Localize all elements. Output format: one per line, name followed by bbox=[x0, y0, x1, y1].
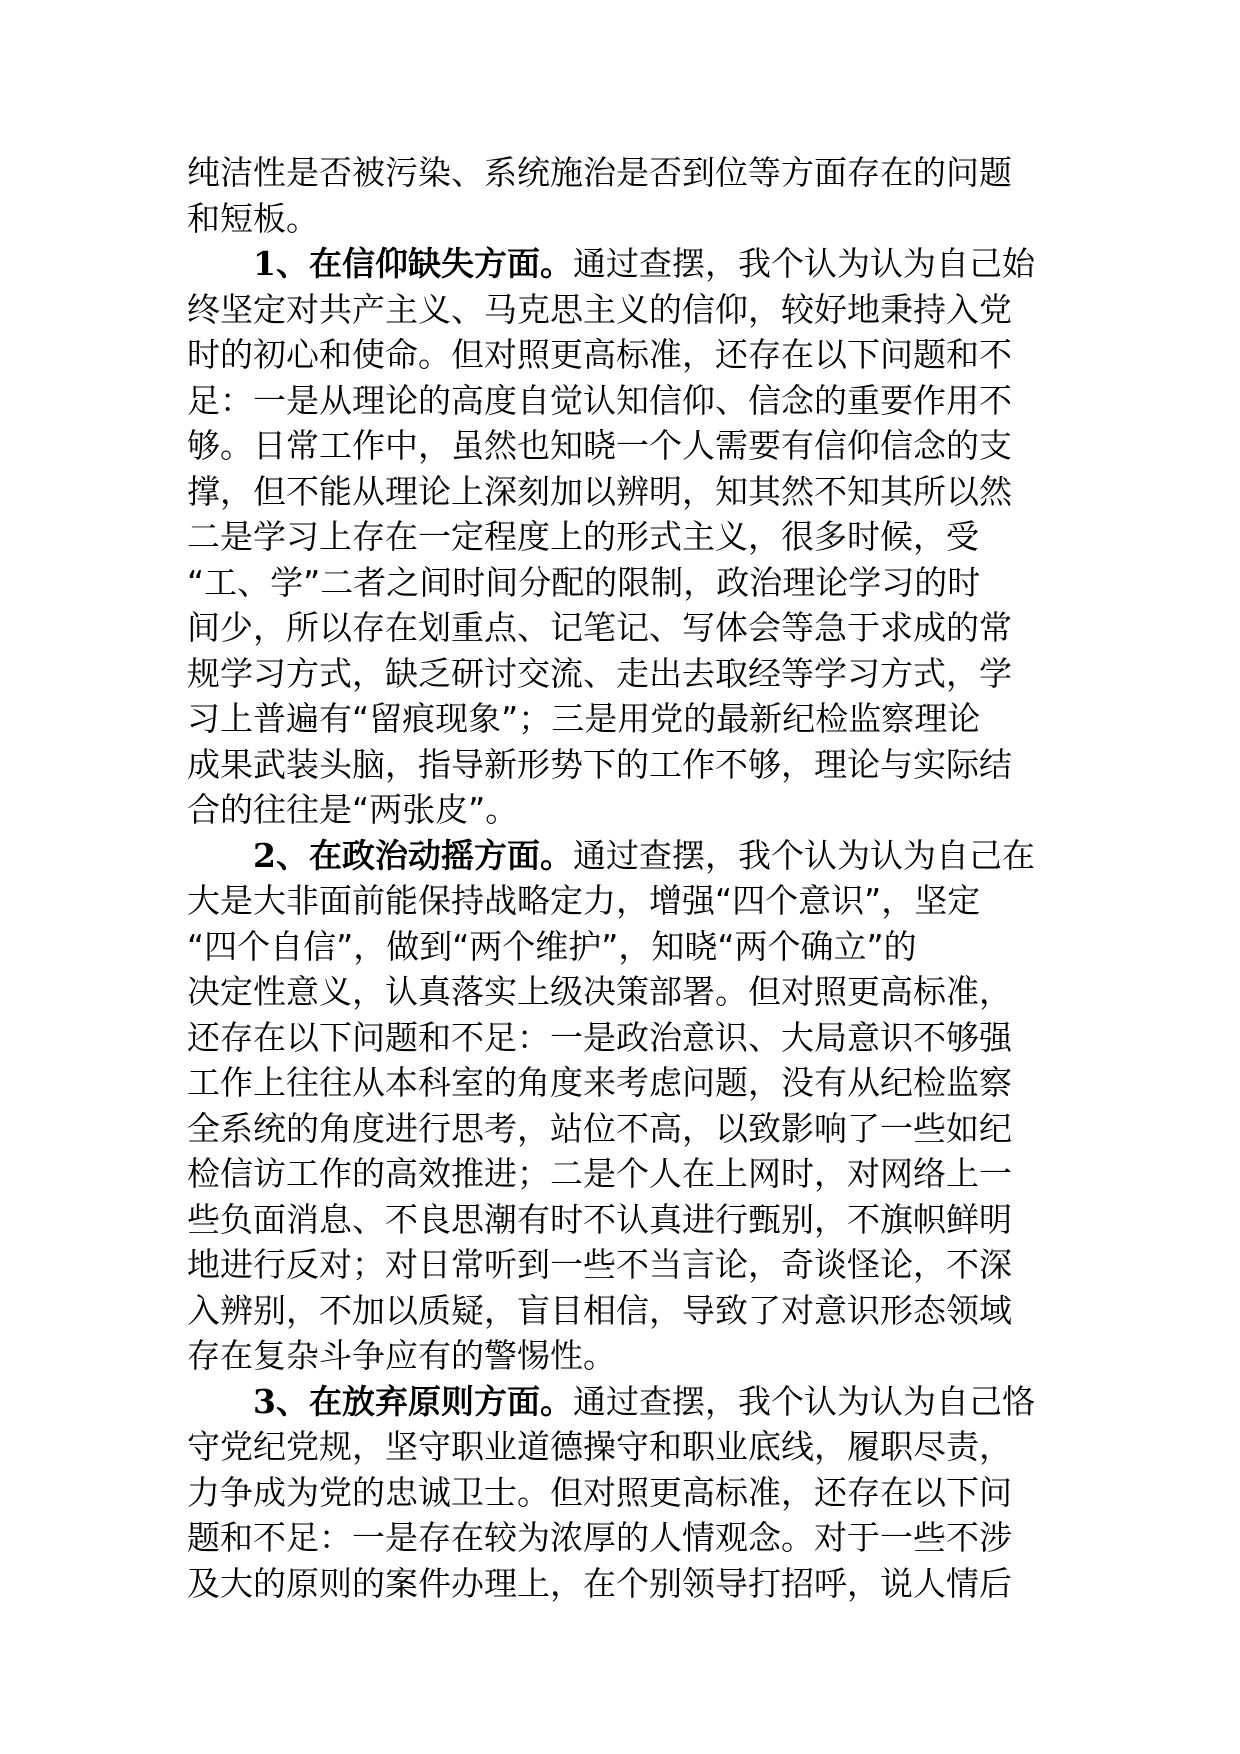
section-first-line bbox=[187, 833, 1057, 879]
text-line: 够。日常工作中，虽然也知晓一个人需要有信仰信念的支 bbox=[187, 426, 1012, 465]
text-line: “四个自信”，做到“两个维护”，知晓“两个确立”的 bbox=[187, 926, 917, 966]
text-line: “工、学”二者之间时间分配的限制，政治理论学习的时 bbox=[187, 562, 981, 602]
text-line: 及大的原则的案件办理上，在个别领导打招呼，说人情后 bbox=[187, 1563, 1012, 1603]
text-line: 工作上往往从本科室的角度来考虑问题，没有从纪检监察 bbox=[187, 1063, 1012, 1102]
text-line: 检信访工作的高效推进；二是个人在上网时，对网络上一 bbox=[187, 1154, 1012, 1193]
text-line: 时的初心和使命。但对照更高标准，还存在以下问题和不 bbox=[187, 335, 1012, 374]
text-line: 地进行反对；对日常听到一些不当言论，奇谈怪论，不深 bbox=[187, 1245, 1012, 1284]
text-line: 间少，所以存在划重点、记笔记、写体会等急于求成的常 bbox=[187, 608, 1012, 647]
text-line: 成果武装头脑，指导新形势下的工作不够，理论与实际结 bbox=[187, 744, 1012, 784]
section-number: 1、 bbox=[253, 244, 309, 283]
section-number: 2、 bbox=[253, 835, 309, 875]
text-line: 入辨别，不加以质疑，盲目相信，导致了对意识形态领域 bbox=[187, 1290, 1012, 1330]
text-line: 题和不足：一是存在较为浓厚的人情观念。对于一些不涉 bbox=[187, 1518, 1012, 1557]
text-line: 存在复杂斗争应有的警惕性。 bbox=[187, 1336, 616, 1375]
text-line: 通过查摆，我个认为认为自己恪 bbox=[572, 1381, 1035, 1421]
intro-paragraph bbox=[187, 150, 1057, 241]
text-line: 通过查摆，我个认为认为自己在 bbox=[572, 835, 1035, 875]
text-line: 通过查摆，我个认为认为自己始 bbox=[572, 244, 1035, 283]
section-number: 3、 bbox=[253, 1381, 309, 1421]
text-line: 全系统的角度进行思考，站位不高，以致影响了一些如纪 bbox=[187, 1108, 1012, 1148]
text-line: 终坚定对共产主义、马克思主义的信仰，较好地秉持入党 bbox=[187, 289, 1012, 329]
section-2 bbox=[187, 833, 1057, 1379]
text-line: 足：一是从理论的高度自觉认知信仰、信念的重要作用不 bbox=[187, 380, 1012, 420]
section-3 bbox=[187, 1379, 1057, 1607]
text-line: 决定性意义，认真落实上级决策部署。但对照更高标准， bbox=[187, 972, 1012, 1011]
section-heading: 在放弃原则方面。 bbox=[308, 1381, 573, 1421]
text-line: 撑，但不能从理论上深刻加以辨明，知其然不知其所以然 bbox=[187, 471, 1012, 511]
section-heading: 在政治动摇方面。 bbox=[308, 835, 573, 875]
text-line: 纯洁性是否被污染、系统施治是否到位等方面存在的问题 bbox=[187, 153, 1012, 192]
text-line: 还存在以下问题和不足：一是政治意识、大局意识不够强 bbox=[187, 1017, 1012, 1057]
text-line: 守党纪党规，坚守职业道德操守和职业底线，履职尽责， bbox=[187, 1427, 1012, 1466]
text-line: 二是学习上存在一定程度上的形式主义，很多时候，受 bbox=[187, 517, 979, 556]
text-line: 大是大非面前能保持战略定力，增强“四个意识”，坚定 bbox=[187, 881, 981, 920]
text-line: 力争成为党的忠诚卫士。但对照更高标准，还存在以下问 bbox=[187, 1472, 1012, 1512]
document-body bbox=[187, 150, 1057, 1606]
text-line: 和短板。 bbox=[187, 198, 319, 238]
text-line: 习上普遍有“留痕现象”；三是用党的最新纪检监察理论 bbox=[187, 699, 981, 738]
text-line: 合的往往是“两张皮”。 bbox=[187, 790, 519, 829]
section-heading: 在信仰缺失方面。 bbox=[308, 244, 573, 283]
text-line: 规学习方式，缺乏研讨交流、走出去取经等学习方式，学 bbox=[187, 653, 1012, 693]
section-first-line bbox=[187, 241, 1057, 287]
text-line: 些负面消息、不良思潮有时不认真进行甄别，不旗帜鲜明 bbox=[187, 1199, 1012, 1239]
section-first-line bbox=[187, 1379, 1057, 1425]
section-1 bbox=[187, 241, 1057, 833]
